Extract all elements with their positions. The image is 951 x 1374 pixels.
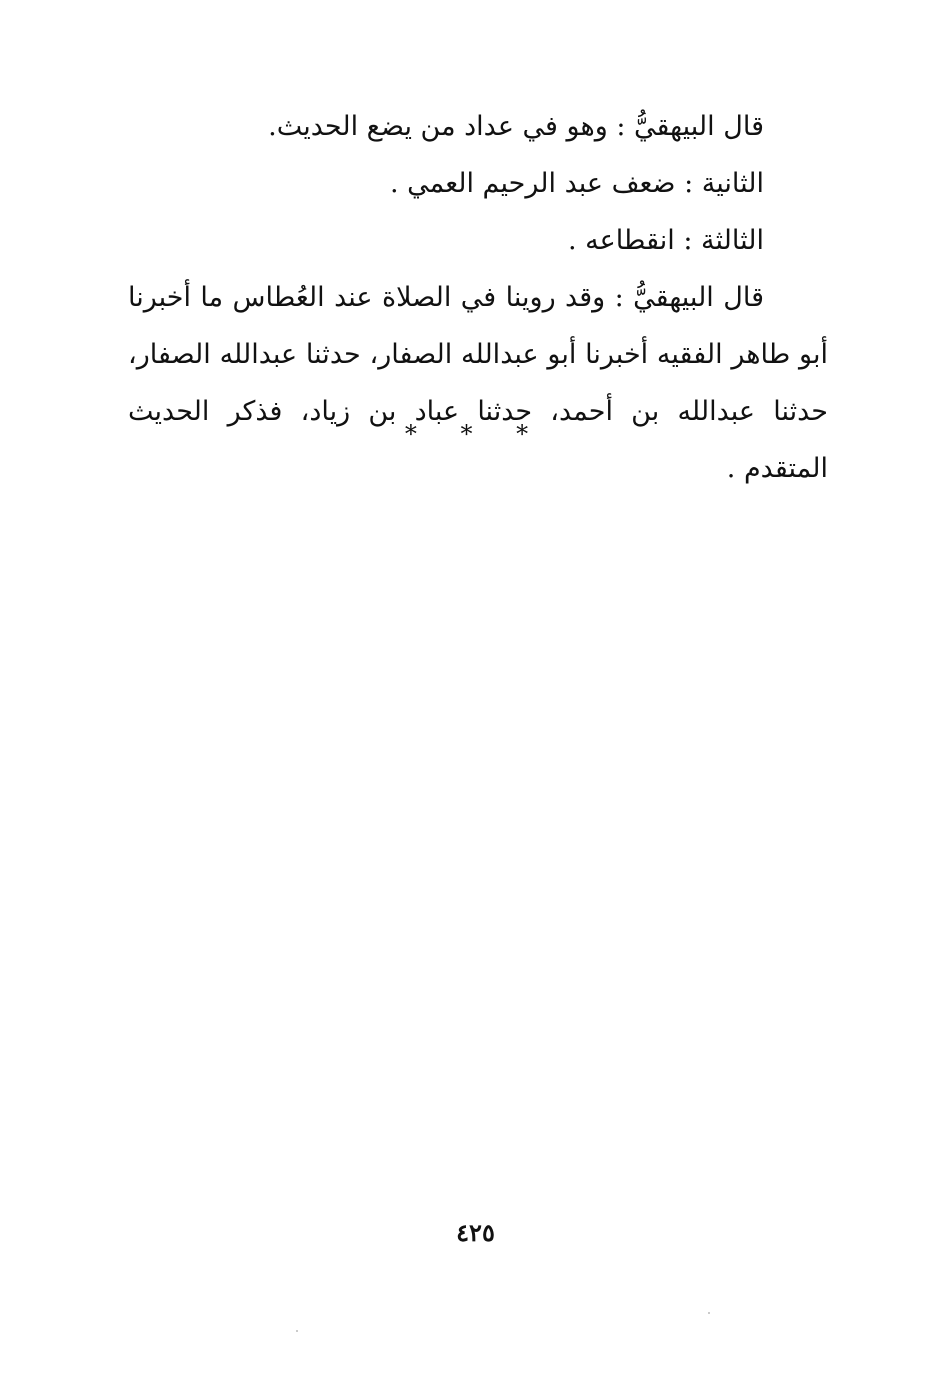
- paragraph-2: [128, 155, 828, 212]
- paragraph-3-label: الثالثة :: [683, 225, 764, 256]
- paragraph-4-text: وقد روينا في الصلاة عند العُطاس ما أخبرنا أبو طاهر الفقيه أخبرنا أبو عبدالله الصفار، حدثنا عبدالله الصفار، حدثنا عبدالله بن أحمد، حدثنا عباد بن زياد، فذكر الحديث المتقدم .: [128, 282, 828, 484]
- paragraph-1: [128, 98, 828, 155]
- paragraph-1-text: وهو في عداد من يضع الحديث.: [268, 111, 608, 142]
- page-number: ٤٢٥: [456, 1218, 495, 1247]
- section-separator: * * *: [404, 420, 547, 448]
- paragraph-2-text: ضعف عبد الرحيم العمي .: [389, 168, 676, 199]
- paragraph-3: [128, 212, 828, 269]
- paragraph-2-label: الثانية :: [684, 168, 764, 199]
- paragraph-4-label: قال البيهقيُّ :: [614, 282, 764, 313]
- paper-speck: [296, 1330, 298, 1332]
- paragraph-4: [128, 269, 828, 497]
- paragraph-1-label: قال البيهقيُّ :: [616, 111, 764, 142]
- paper-speck: [708, 1312, 710, 1314]
- paragraph-3-text: انقطاعه .: [567, 225, 675, 256]
